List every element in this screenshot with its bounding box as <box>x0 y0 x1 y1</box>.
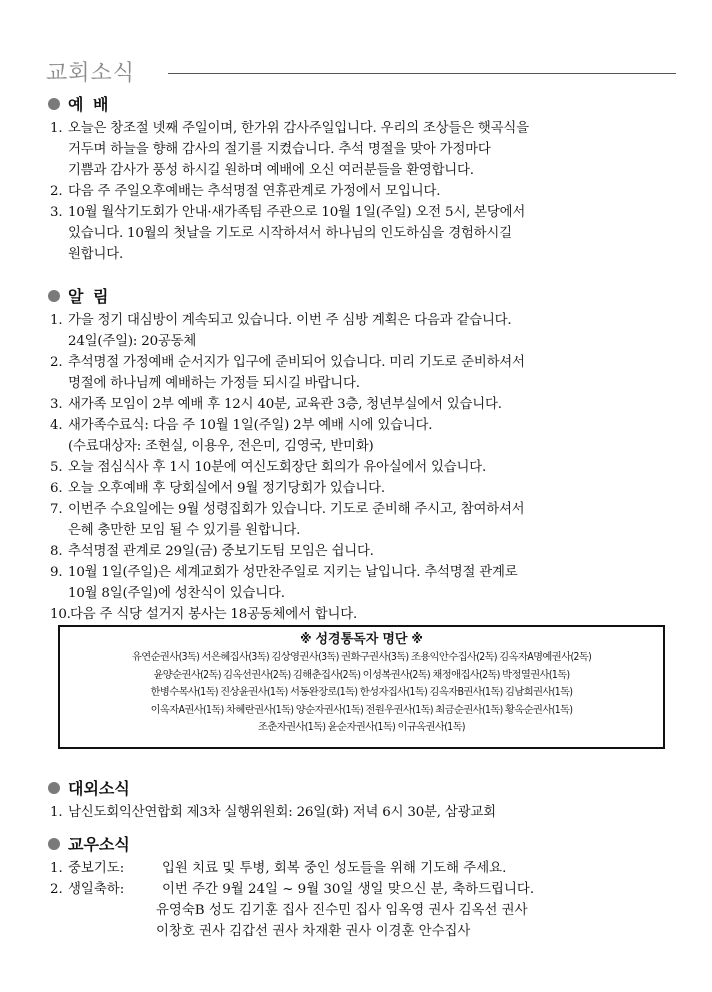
item-number: 5. <box>50 460 63 475</box>
bible-readers-box <box>58 625 665 749</box>
item-number: 9. <box>50 565 63 580</box>
item-label: 생일축하: <box>68 882 125 897</box>
notices-title: 알 림 <box>68 287 111 306</box>
item-line: 원합니다. <box>68 247 123 262</box>
item-number: 3. <box>50 397 63 412</box>
members-list <box>46 858 676 942</box>
bullet-icon <box>48 838 60 850</box>
list-item <box>46 352 676 394</box>
item-number: 4. <box>50 418 63 433</box>
item-line: 오늘은 창조절 넷째 주일이며, 한가위 감사주일입니다. 우리의 조상들은 햇곡식을 <box>68 121 529 136</box>
item-number: 7. <box>50 502 63 517</box>
members-section <box>46 832 676 942</box>
list-item <box>46 802 676 823</box>
bullet-icon <box>48 98 60 110</box>
item-number: 1. <box>50 805 63 820</box>
item-text: 입원 치료 및 투병, 회복 중인 성도들을 위해 기도해 주세요. <box>162 861 507 876</box>
list-item <box>46 478 676 499</box>
list-item <box>46 858 676 879</box>
item-line: 10월 1일(주일)은 세계교회가 성만찬주일로 지키는 날입니다. 추석명절 관계로 <box>68 565 518 580</box>
item-line: 오늘 점심식사 후 1시 10분에 여신도회장단 회의가 유아실에서 있습니다. <box>68 460 487 475</box>
item-line: 오늘 오후예배 후 당회실에서 9월 정기당회가 있습니다. <box>68 481 385 496</box>
item-number: 8. <box>50 544 63 559</box>
item-line: 거두며 하늘을 향해 감사의 절기를 지켰습니다. 추석 명절을 맞아 가정마다 <box>68 142 491 157</box>
external-section <box>46 776 676 823</box>
bullet-icon <box>48 782 60 794</box>
item-number: 1. <box>50 313 63 328</box>
bible-readers-title: ※ 성경통독자 명단 ※ <box>300 632 423 647</box>
item-number: 1. <box>50 121 63 136</box>
external-title: 대외소식 <box>68 779 130 798</box>
item-line: 추석명절 관계로 29일(금) 중보기도팀 모임은 쉽니다. <box>68 544 374 559</box>
item-line: 은혜 충만한 모임 될 수 있기를 원합니다. <box>68 523 301 538</box>
birthday-names: 유영숙B 성도 김기훈 집사 진수민 집사 임옥영 권사 김옥선 권사 <box>156 903 528 918</box>
item-line: (수료대상자: 조현실, 이용우, 전은미, 김영국, 반미화) <box>68 439 374 454</box>
item-line: 기쁨과 감사가 풍성 하시길 원하며 예배에 오신 여러분들을 환영합니다. <box>68 163 474 178</box>
item-line: 10월 8일(주일)에 성찬식이 있습니다. <box>68 586 285 601</box>
worship-list <box>46 118 676 265</box>
list-item <box>46 394 676 415</box>
item-line: 다음 주 식당 설거지 봉사는 18공동체에서 합니다. <box>70 607 358 622</box>
page-header <box>46 56 676 88</box>
item-number: 10. <box>50 607 71 622</box>
notices-heading <box>46 284 676 308</box>
page-title: 교회소식 <box>46 61 136 86</box>
external-list <box>46 802 676 823</box>
item-number: 1. <box>50 861 63 876</box>
notices-section <box>46 284 676 625</box>
list-item <box>46 499 676 541</box>
list-item <box>46 202 676 265</box>
list-item <box>46 181 676 202</box>
item-number: 2. <box>50 184 63 199</box>
bible-readers-line: 유연순권사(3독) 서은혜집사(3독) 김상영권사(3독) 권화구권사(3독) 조용익안수집사(2독) 김옥자A명예권사(2독) <box>131 651 592 663</box>
item-line: 명절에 하나님께 예배하는 가정들 되시길 바랍니다. <box>68 376 360 391</box>
item-text: 이번 주간 9월 24일 ~ 9월 30일 생일 맞으신 분, 축하드립니다. <box>162 882 535 897</box>
worship-heading <box>46 92 676 116</box>
item-line: 10월 월삭기도회가 안내·새가족팀 주관으로 10월 1일(주일) 오전 5시, 본당에서 <box>68 205 526 220</box>
list-item <box>46 415 676 457</box>
item-line: 24일(주일): 20공동체 <box>68 334 197 349</box>
bullet-icon <box>48 290 60 302</box>
list-item <box>46 118 676 181</box>
bible-readers-line: 이옥자A권사(1독) 차혜란권사(1독) 양순자권사(1독) 전원우권사(1독) 최금순권사(1독) 황옥순권사(1독) <box>150 703 573 716</box>
item-line: 추석명절 가정예배 순서지가 입구에 준비되어 있습니다. 미리 기도로 준비하셔서 <box>68 355 525 370</box>
list-item <box>46 541 676 562</box>
bible-readers-line: 한병수목사(1독) 진상윤권사(1독) 서동완장로(1독) 한성자집사(1독) 김옥자B권사(1독) 김남희권사(1독) <box>150 686 573 699</box>
item-line: 이번주 수요일에는 9월 성령집회가 있습니다. 기도로 준비해 주시고, 참여하셔서 <box>68 502 525 517</box>
list-item <box>46 562 676 604</box>
item-number: 3. <box>50 205 63 220</box>
bible-readers-line: 조춘자권사(1독) 윤순자권사(1독) 이규옥권사(1독) <box>258 721 465 734</box>
list-item <box>46 879 676 900</box>
list-item <box>46 310 676 352</box>
item-line: 새가족수료식: 다음 주 10월 1일(주일) 2부 예배 시에 있습니다. <box>68 418 433 433</box>
bible-readers-line: 윤양순권사(2독) 김옥선권사(2독) 김해춘집사(2독) 이성복권사(2독) 채정애집사(2독) 박정열권사(1독) <box>153 668 570 681</box>
item-line: 있습니다. 10월의 첫날을 기도로 시작하셔서 하나님의 인도하심을 경험하시길 <box>68 226 512 241</box>
list-item <box>46 604 676 625</box>
item-number: 2. <box>50 882 63 897</box>
members-title: 교우소식 <box>68 835 130 854</box>
notices-list <box>46 310 676 625</box>
item-label: 중보기도: <box>68 861 125 876</box>
item-line: 가을 정기 대심방이 계속되고 있습니다. 이번 주 심방 계획은 다음과 같습니다. <box>68 313 512 328</box>
worship-title: 예 배 <box>68 95 111 114</box>
list-item <box>46 457 676 478</box>
members-heading <box>46 832 676 856</box>
item-number: 6. <box>50 481 63 496</box>
item-line: 다음 주 주일오후예배는 추석명절 연휴관계로 가정에서 모입니다. <box>68 184 441 199</box>
item-line: 새가족 모임이 2부 예배 후 12시 40분, 교육관 3층, 청년부실에서 있습니다. <box>68 397 502 412</box>
worship-section <box>46 92 676 265</box>
birthday-names: 이창호 권사 김갑선 권사 차재환 권사 이경훈 안수집사 <box>156 924 471 939</box>
external-heading <box>46 776 676 800</box>
item-line: 남신도회익산연합회 제3차 실행위원회: 26일(화) 저녁 6시 30분, 삼광교회 <box>68 805 496 820</box>
header-rule <box>168 73 676 74</box>
item-number: 2. <box>50 355 63 370</box>
